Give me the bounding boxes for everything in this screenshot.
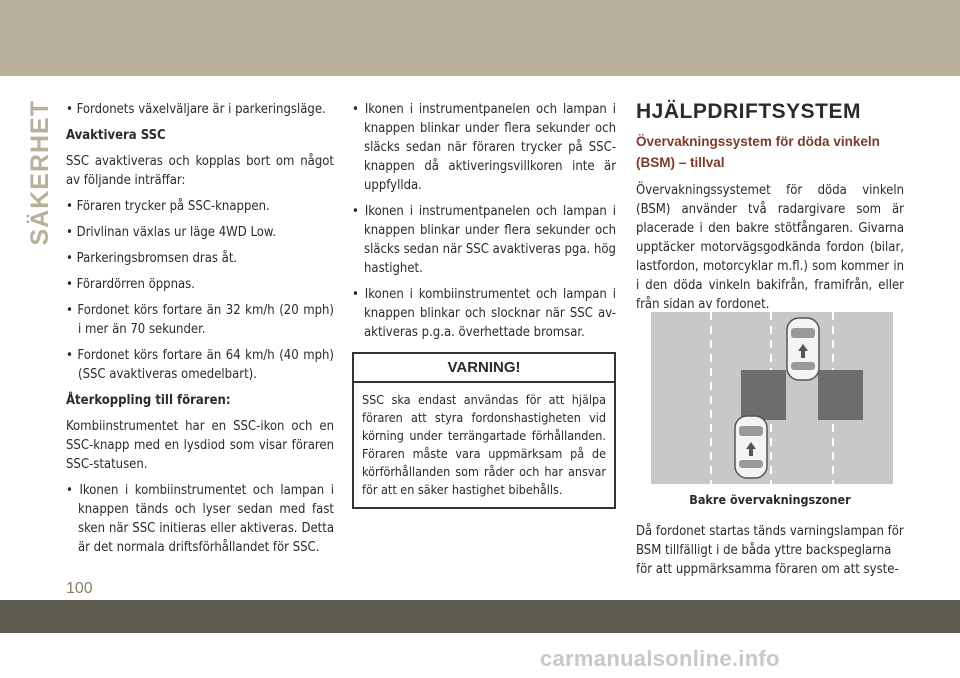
list-item: • Ikonen i instrumentpanelen och lampan i knappen blinkar under flera sekunder och släcks sedan när SSC avaktiveras pga. hög hastighet. [352, 204, 616, 276]
car-icon-rear [735, 416, 767, 478]
paragraph: Övervakningssystemet för döda vinkeln (BSM) använder två radargivare som är placerade i den bakre stötfångaren. Givarna upptäcker motorvägsgodkända fordon (bilar, lastfordon, motorcyklar m.fl.) som kommer in i den döda vinkeln bakifrån, framifrån, eller från sidan av fordonet. [636, 183, 904, 312]
subheading-driver-feedback: Återkoppling till föraren: [66, 393, 231, 408]
list-item: • Fordonet körs fortare än 64 km/h (40 mph) (SSC avaktiveras omedelbart). [66, 348, 334, 382]
list-item: • Fordonet körs fortare än 32 km/h (20 mph) i mer än 70 sekunder. [66, 303, 334, 337]
list-item: • Drivlinan växlas ur läge 4WD Low. [66, 225, 276, 240]
list-item: • Ikonen i kombiinstrumentet och lampan i knappen blinkar och slocknar när SSC av-aktiveras p.g.a. överhettade bromsar. [352, 287, 616, 340]
section-label-text: SÄKERHET [25, 100, 54, 246]
section-title: HJÄLPDRIFTSYSTEM [636, 100, 862, 123]
list-item: • Parkeringsbromsen dras åt. [66, 251, 238, 266]
watermark: carmanualsonline.info [540, 646, 780, 671]
list-item: • Föraren trycker på SSC-knappen. [66, 199, 270, 214]
list-item: • Ikonen i kombiinstrumentet och lampan i knappen tänds och lyser sedan med fast sken när SSC initieras eller aktiveras. Detta är det normala driftsförhållandet för SSC. [66, 483, 334, 555]
blind-spot-zones-diagram [651, 312, 893, 484]
paragraph: Kombiinstrumentet har en SSC-ikon och en SSC-knapp med en lysdiod som visar föraren SSC-statusen. [66, 419, 334, 472]
blind-spot-zone-left [741, 370, 786, 420]
warning-title: VARNING! [354, 354, 614, 383]
car-icon-front [787, 318, 819, 380]
list-item: • Förardörren öppnas. [66, 277, 195, 292]
bottom-band [0, 600, 960, 633]
paragraph: Då fordonet startas tänds varningslampan för BSM tillfälligt i de båda yttre backspeglarna för att uppmärksamma föraren om att syste- [636, 524, 904, 577]
column-3 [636, 100, 904, 321]
column-1 [66, 100, 334, 564]
subheading-deactivate-ssc: Avaktivera SSC [66, 128, 166, 143]
list-item: • Fordonets växelväljare är i parkeringsläge. [66, 102, 326, 117]
section-side-label [25, 100, 54, 246]
warning-box [352, 352, 616, 509]
blind-spot-zone-right [818, 370, 863, 420]
paragraph: SSC avaktiveras och kopplas bort om något av följande inträffar: [66, 154, 334, 188]
column-2 [352, 100, 616, 509]
section-subtitle: Övervakningssystem för döda vinkeln (BSM) – tillval [636, 134, 880, 170]
page-number: 100 [66, 580, 93, 597]
diagram-caption: Bakre övervakningszoner [689, 492, 851, 507]
warning-body: SSC ska endast användas för att hjälpa föraren att styra fordonshastigheten vid körning under terrängartade förhållanden. Föraren måste vara uppmärksam på de körförhållanden som råder och har ansvar för att en säker hastighet bibehålls. [362, 392, 606, 497]
top-band [0, 0, 960, 76]
list-item: • Ikonen i instrumentpanelen och lampan i knappen blinkar under flera sekunder och släcks sedan när föraren trycker på SSC-knappen då aktiveringsvillkoren inte är uppfyllda. [352, 102, 616, 193]
